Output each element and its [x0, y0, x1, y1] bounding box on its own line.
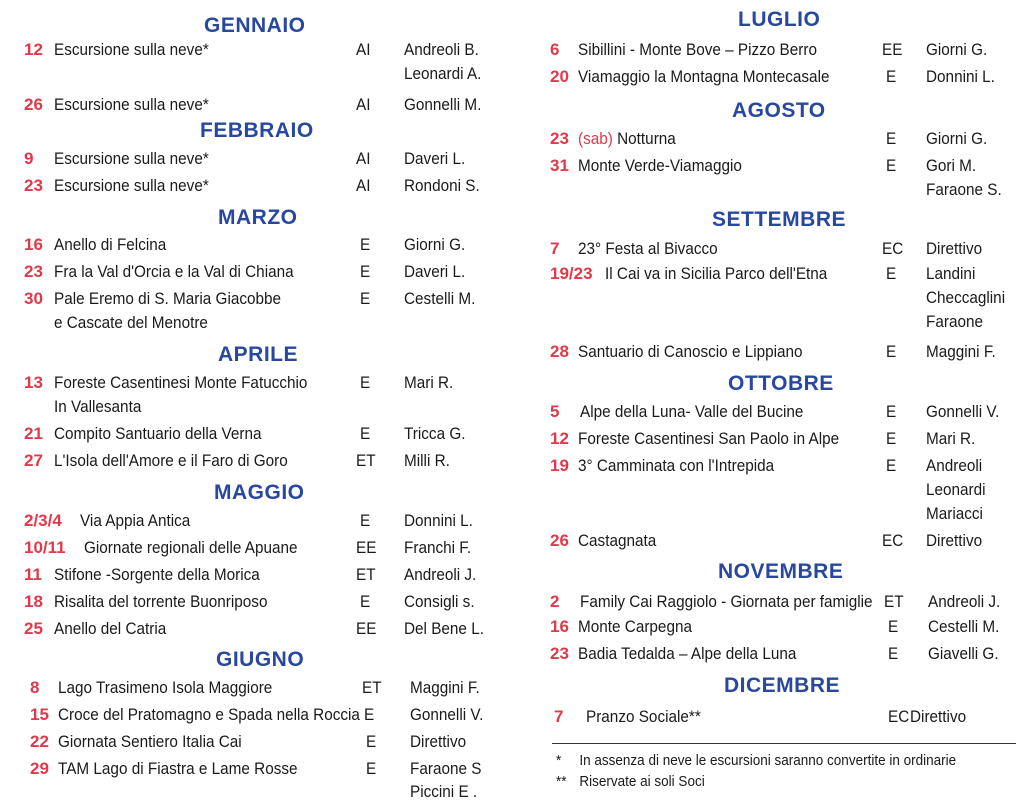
event-day: 19	[550, 456, 569, 475]
event-row	[0, 260, 512, 284]
footnote-text: In assenza di neve le escursioni saranno convertite in ordinarie	[579, 752, 957, 769]
event-title-extra: e Cascate del Menotre	[54, 313, 208, 332]
event-title: Croce del Pratomagno e Spada nella Roccia	[58, 705, 360, 724]
event-difficulty: AI	[356, 40, 371, 59]
event-leader-extra: Mariacci	[926, 504, 983, 523]
event-day: 12	[550, 429, 569, 448]
event-difficulty: E	[886, 456, 897, 475]
event-title: Giornate regionali delle Apuane	[84, 538, 298, 557]
event-row	[512, 642, 1024, 666]
event-difficulty: AI	[356, 95, 371, 114]
event-difficulty: EE	[356, 538, 377, 557]
event-leader: Direttivo	[410, 732, 467, 751]
event-leader: Mari R.	[404, 373, 454, 392]
month-heading: OTTOBRE	[728, 372, 834, 395]
event-leader: Donnini L.	[926, 67, 995, 86]
event-day: 7	[550, 239, 560, 258]
event-row	[0, 38, 512, 62]
event-leader: Donnini L.	[404, 511, 473, 530]
event-leader: Franchi F.	[404, 538, 472, 557]
event-day: 20	[550, 67, 569, 86]
footnote-mark: **	[556, 773, 567, 790]
event-title: Compito Santuario della Verna	[54, 424, 262, 443]
event-leader-extra: Leonardi	[926, 480, 986, 499]
event-row	[512, 454, 1024, 478]
event-day: 19/23	[550, 264, 593, 283]
event-title: Via Appia Antica	[80, 511, 191, 530]
event-difficulty: AI	[356, 149, 371, 168]
event-difficulty: E	[360, 511, 371, 530]
event-title: Sibillini - Monte Bove – Pizzo Berro	[578, 40, 817, 59]
event-row	[512, 262, 1024, 286]
event-title: Santuario di Canoscio e Lippiano	[578, 342, 803, 361]
event-day: 15	[30, 705, 49, 724]
event-row	[0, 563, 512, 587]
event-title: Giornata Sentiero Italia Cai	[58, 732, 242, 751]
event-leader: Giavelli G.	[928, 644, 999, 663]
event-leader: Gori M.	[926, 156, 977, 175]
event-title: Stifone -Sorgente della Morica	[54, 565, 260, 584]
event-leader: Gonnelli V.	[410, 705, 484, 724]
event-title: Lago Trasimeno Isola Maggiore	[58, 678, 273, 697]
event-leader-extra: Piccini E .	[410, 782, 478, 801]
event-difficulty: E	[364, 705, 375, 724]
event-difficulty: EE	[356, 619, 377, 638]
event-row	[0, 757, 512, 781]
month-heading: NOVEMBRE	[718, 560, 844, 583]
event-title: Pale Eremo di S. Maria Giacobbe	[54, 289, 282, 308]
month-heading: APRILE	[218, 343, 299, 366]
footnote	[556, 751, 956, 771]
event-leader: Andreoli B.	[404, 40, 479, 59]
event-title-text: Notturna	[617, 129, 676, 148]
event-row	[512, 154, 1024, 178]
footnote-mark: *	[556, 752, 562, 769]
event-leader: Cestelli M.	[928, 617, 1000, 636]
event-difficulty: E	[360, 262, 371, 281]
event-difficulty: E	[360, 373, 371, 392]
footnote-text: Riservate ai soli Soci	[579, 773, 705, 790]
event-day: 10/11	[24, 538, 66, 557]
event-row	[512, 590, 1024, 614]
event-leader: Andreoli	[926, 456, 983, 475]
event-leader: Andreoli J.	[404, 565, 477, 584]
event-day: 23	[550, 644, 569, 663]
event-leader: Andreoli J.	[928, 592, 1001, 611]
event-title: Pranzo Sociale**	[586, 707, 701, 726]
event-day: 13	[24, 373, 43, 392]
event-difficulty: EC	[882, 531, 904, 550]
event-title: Alpe della Luna- Valle del Bucine	[580, 402, 804, 421]
event-leader: Maggini F.	[410, 678, 480, 697]
event-difficulty: EE	[882, 40, 903, 59]
event-difficulty: E	[888, 644, 899, 663]
event-day: 26	[550, 531, 569, 550]
event-title-extra: In Vallesanta	[54, 397, 142, 416]
event-day: 12	[24, 40, 43, 59]
event-row	[0, 147, 512, 171]
event-row	[0, 536, 512, 560]
event-leader-extra: Checcaglini	[926, 288, 1006, 307]
event-leader: Daveri L.	[404, 149, 466, 168]
event-row	[512, 340, 1024, 364]
event-leader: Consigli s.	[404, 592, 475, 611]
event-leader: Landini	[926, 264, 976, 283]
event-difficulty: AI	[356, 176, 371, 195]
event-difficulty: ET	[356, 565, 376, 584]
event-row	[0, 174, 512, 198]
event-day: 2	[550, 592, 560, 611]
event-title: L'Isola dell'Amore e il Faro di Goro	[54, 451, 288, 470]
event-title: Monte Carpegna	[578, 617, 692, 636]
event-title: Il Cai va in Sicilia Parco dell'Etna	[605, 264, 828, 283]
event-title: Monte Verde-Viamaggio	[578, 156, 742, 175]
event-leader-extra: Leonardi A.	[404, 64, 482, 83]
event-difficulty: E	[886, 402, 897, 421]
month-heading: FEBBRAIO	[200, 119, 314, 142]
event-day: 25	[24, 619, 43, 638]
event-leader-extra: Faraone S.	[926, 180, 1002, 199]
event-row	[0, 422, 512, 446]
event-difficulty: E	[886, 67, 897, 86]
event-title: Escursione sulla neve*	[54, 176, 209, 195]
event-row	[512, 127, 1024, 151]
event-difficulty: E	[888, 617, 899, 636]
month-heading: GENNAIO	[204, 14, 306, 37]
event-row	[512, 65, 1024, 89]
event-day: 11	[24, 565, 42, 584]
event-leader: Direttivo	[926, 239, 983, 258]
event-leader-extra: Faraone	[926, 312, 983, 331]
event-title: Fra la Val d'Orcia e la Val di Chiana	[54, 262, 294, 281]
event-day: 16	[24, 235, 43, 254]
month-heading: LUGLIO	[738, 8, 821, 31]
month-heading: AGOSTO	[732, 99, 826, 122]
event-difficulty: E	[886, 264, 897, 283]
event-difficulty: E	[360, 424, 371, 443]
event-leader: Direttivo	[910, 707, 967, 726]
month-heading: DICEMBRE	[724, 674, 841, 697]
event-day: 18	[24, 592, 43, 611]
event-difficulty: E	[366, 732, 377, 751]
event-title: Anello del Catria	[54, 619, 167, 638]
event-day: 23	[24, 262, 43, 281]
event-leader: Direttivo	[926, 531, 983, 550]
event-day: 16	[550, 617, 569, 636]
event-title: 23° Festa al Bivacco	[578, 239, 718, 258]
event-day: 6	[550, 40, 560, 59]
event-title: Badia Tedalda – Alpe della Luna	[578, 644, 797, 663]
event-leader: Giorni G.	[926, 129, 988, 148]
event-row	[512, 38, 1024, 62]
event-difficulty: E	[886, 129, 897, 148]
event-difficulty: E	[886, 342, 897, 361]
event-title: Family Cai Raggiolo - Giornata per famiglie	[580, 592, 873, 611]
event-difficulty: EC	[888, 707, 910, 726]
event-leader: Daveri L.	[404, 262, 466, 281]
event-day: 23	[24, 176, 43, 195]
event-title: Foreste Casentinesi San Paolo in Alpe	[578, 429, 840, 448]
event-title: Escursione sulla neve*	[54, 149, 209, 168]
event-row	[0, 287, 512, 311]
event-leader: Rondoni S.	[404, 176, 480, 195]
event-row	[0, 449, 512, 473]
event-difficulty: EC	[882, 239, 904, 258]
month-heading: SETTEMBRE	[712, 208, 847, 231]
footnote-divider	[552, 743, 1016, 744]
event-difficulty: E	[886, 156, 897, 175]
event-leader: Giorni G.	[404, 235, 466, 254]
event-title: Risalita del torrente Buonriposo	[54, 592, 268, 611]
event-leader: Cestelli M.	[404, 289, 476, 308]
month-heading: GIUGNO	[216, 648, 305, 671]
event-row	[512, 529, 1024, 553]
event-title: 3° Camminata con l'Intrepida	[578, 456, 775, 475]
event-day: 7	[554, 707, 564, 726]
event-day: 27	[24, 451, 43, 470]
event-row	[0, 730, 512, 754]
event-difficulty: E	[886, 429, 897, 448]
event-day: 5	[550, 402, 560, 421]
event-row	[512, 615, 1024, 639]
event-row	[0, 93, 512, 117]
event-day: 29	[30, 759, 49, 778]
event-difficulty: E	[366, 759, 377, 778]
event-day: 9	[24, 149, 34, 168]
event-difficulty: ET	[356, 451, 376, 470]
event-day: 31	[550, 156, 569, 175]
event-day: 23	[550, 129, 569, 148]
event-leader: Gonnelli M.	[404, 95, 482, 114]
event-leader: Del Bene L.	[404, 619, 484, 638]
event-row	[0, 676, 512, 700]
event-row	[0, 509, 512, 533]
event-row	[0, 233, 512, 257]
event-tag: (sab)	[578, 129, 613, 148]
event-difficulty: ET	[884, 592, 904, 611]
event-title: Escursione sulla neve*	[54, 95, 209, 114]
event-row	[0, 617, 512, 641]
event-leader: Mari R.	[926, 429, 976, 448]
event-title: Castagnata	[578, 531, 657, 550]
month-heading: MAGGIO	[214, 481, 305, 504]
event-title: Foreste Casentinesi Monte Fatucchio	[54, 373, 308, 392]
event-leader: Maggini F.	[926, 342, 996, 361]
event-difficulty: E	[360, 235, 371, 254]
event-day: 30	[24, 289, 43, 308]
event-row	[0, 590, 512, 614]
event-row	[512, 427, 1024, 451]
month-heading: MARZO	[218, 206, 298, 229]
event-leader: Milli R.	[404, 451, 450, 470]
event-leader: Gonnelli V.	[926, 402, 1000, 421]
event-leader: Faraone S	[410, 759, 482, 778]
event-difficulty: E	[360, 592, 371, 611]
event-row	[0, 371, 512, 395]
event-title: Anello di Felcina	[54, 235, 167, 254]
event-title	[578, 127, 676, 151]
event-difficulty: E	[360, 289, 371, 308]
event-row	[512, 400, 1024, 424]
event-row	[0, 703, 512, 727]
event-row	[512, 237, 1024, 261]
event-title: TAM Lago di Fiastra e Lame Rosse	[58, 759, 298, 778]
event-day: 8	[30, 678, 40, 697]
event-row	[512, 705, 1024, 729]
event-day: 28	[550, 342, 569, 361]
event-day: 22	[30, 732, 49, 751]
event-leader: Tricca G.	[404, 424, 466, 443]
event-difficulty: ET	[362, 678, 382, 697]
event-leader: Giorni G.	[926, 40, 988, 59]
event-title: Escursione sulla neve*	[54, 40, 209, 59]
event-day: 26	[24, 95, 43, 114]
footnote	[556, 772, 705, 792]
event-title: Viamaggio la Montagna Montecasale	[578, 67, 830, 86]
event-day: 2/3/4	[24, 511, 62, 530]
event-day: 21	[24, 424, 43, 443]
